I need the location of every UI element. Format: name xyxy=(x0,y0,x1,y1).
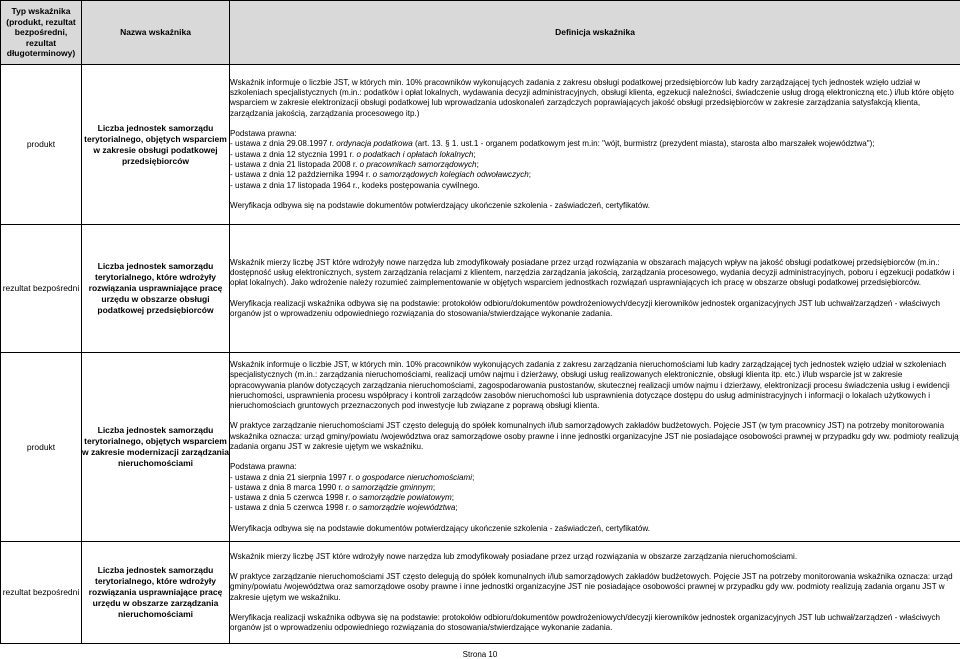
indicator-type: produkt xyxy=(1,353,82,542)
legal-basis-item: - ustawa z dnia 5 czerwca 1998 r. o samorządzie województwa; xyxy=(230,503,458,513)
indicator-definition xyxy=(230,353,960,542)
legal-basis-item: - ustawa z dnia 8 marca 1990 r. o samorządzie gminnym; xyxy=(230,482,436,492)
legal-basis-heading: Podstawa prawna: xyxy=(230,129,297,139)
definition-paragraph: W praktyce zarządzanie nieruchomościami JST często delegują do spółek komunalnych i/lub samorządowych zakładów budżetowych. Pojęcie JST (w tym pracownicy JST) na potrzeby monitorowania wskaźnika oznacza: urząd gminy/powiatu /województwa oraz samorządowe osoby prawne i inne jednostki organizacyjne JST nie posiadające osobowości prawnej w przypadku gdy ww. podmioty realizują zadania organu JST w zakresie ujętym we wskaźniku. xyxy=(230,421,959,451)
indicator-name: Liczba jednostek samorządu terytorialnego, które wdrożyły rozwiązania usprawniające pracę urzędu w obszarze zarządzania nieruchomościami xyxy=(82,542,230,644)
legal-basis-item: - ustawa z dnia 5 czerwca 1998 r. o samorządzie powiatowym; xyxy=(230,493,455,503)
indicator-name: Liczba jednostek samorządu terytorialnego, objętych wsparciem w zakresie modernizacji zarządzania nieruchomościami xyxy=(82,353,230,542)
legal-basis-item: - ustawa z dnia 21 listopada 2008 r. o pracownikach samorządowych; xyxy=(230,159,479,169)
table-row xyxy=(1,225,960,353)
table-header-row xyxy=(1,1,960,65)
legal-basis-item: - ustawa z dnia 17 listopada 1964 r., kodeks postępowania cywilnego. xyxy=(230,180,480,190)
header-definition: Definicja wskaźnika xyxy=(230,1,960,65)
table-row xyxy=(1,353,960,542)
legal-basis-item: - ustawa z dnia 21 sierpnia 1997 r. o gospodarce nieruchomościami; xyxy=(230,472,475,482)
header-type: Typ wskaźnika (produkt, rezultat bezpośredni, rezultat długoterminowy) xyxy=(1,1,82,65)
indicator-definition xyxy=(230,65,960,225)
definition-paragraph: Wskaźnik mierzy liczbę JST które wdrożyły nowe narzędza lub zmodyfikowały posiadane przez urząd rozwiązania w obszarze zarządzania nieruchomościami. xyxy=(230,551,798,561)
verification-text: Weryfikacja odbywa się na podstawie dokumentów potwierdzający ukończenie szkolenia - zaświadczeń, certyfikatów. xyxy=(230,200,651,210)
legal-basis-item: - ustawa z dnia 12 stycznia 1991 r. o podatkach i opłatach lokalnych; xyxy=(230,149,476,159)
verification-text: Weryfikacja odbywa się na podstawie dokumentów potwierdzający ukończenie szkolenia - zaświadczeń, certyfikatów. xyxy=(230,523,651,533)
indicator-type: produkt xyxy=(1,65,82,225)
definition-paragraph: Wskaźnik informuje o liczbie JST, w których min. 10% pracowników wykonujących zadania z zakresu obsługi podatkowej przedsiębiorców lub kadry zarządzającej tych jednostek wzięło udział w szkoleniach specjalistycznych (m.in.: podatków i opłat lokalnych, wydawania decyzji administracyjnych, obsługi klienta, egzekucji należności, świadczenie usług drogą elektroniczną etc.) i/lub które objęto wsparciem w zakresie elektronizacji obsługi podatkowej lub wprowadzania udoskonaleń zarządczych poprawiających jakość obsługi przedsiębiorców w zakresie zarządzania satysfakcją klienta, zarządzania jakością, zarządzania procesowego itp.) xyxy=(230,77,954,118)
verification-text: Weryfikacja realizacji wskaźnika odbywa się na podstawie: protokołów odbioru/dokumentów powdrożeniowych/decyzji kierowników jednostek organizacyjnych JST lub uchwał/zarządzeń - właściwych organów jst o wprowadzeniu odpowiedniego rozwiązania do stosowania/stwierdzające wykonanie zadania. xyxy=(230,298,941,318)
table-row xyxy=(1,65,960,225)
header-name: Nazwa wskaźnika xyxy=(82,1,230,65)
indicator-name: Liczba jednostek samorządu terytorialnego, które wdrożyły rozwiązania usprawniające pracę urzędu w obszarze obsługi podatkowej przedsiębiorców xyxy=(82,225,230,353)
definition-paragraph: Wskaźnik mierzy liczbę JST które wdrożyły nowe narzędza lub zmodyfikowały posiadane przez urząd rozwiązania w obszarach mających wpływ na jakość obsługi podatkowej przedsiębiorców (m.in.: dostępność usług elektronicznych, system zarządzania relacjami z klientem, narzędzia zarządzania jakością, zarządzania procesowego, wydania decyzji administracyjnych, poboru i egzekucji podatków i opłat lokalnych). Jako wdrożenie należy rozumieć zaimplementowanie w objętych wsparciem jednostkach rozwiązań usprawniających ich pracę w obszarze obsługi podatkowej przedsiębiorców. xyxy=(230,257,955,288)
definition-paragraph: W praktyce zarządzanie nieruchomościami JST często delegują do spółek komunalnych i/lub samorządowych zakładów budżetowych. Pojęcie JST na potrzeby monitorowania wskaźnika oznacza: urząd gminy/powiatu /województwa oraz samorządowe osoby prawne i inne jednostki organizacyjne JST nie posiadające osobowości prawnej w przypadku gdy ww. podmioty realizują zadania organu JST w zakresie ujętym we wskaźniku. xyxy=(230,571,953,602)
table-row xyxy=(1,542,960,644)
definition-paragraph: Wskaźnik informuje o liczbie JST, w których min. 10% pracowników wykonujących zadania z zakresu zarządzania nieruchomościami lub kadry zarządzającej tych jednostek wzięło udział w szkoleniach specjalistycznych (m.in.: zarządzania nieruchomościami, realizacji umów najmu i dzierżawy, obsługi usług realizowanych elektronicznie, obsługi klienta itp. etc.) i/lub wsparcie jst w zakresie opracowywania planów dotyczących zarządzania nieruchomościami, zagospodarowania pustostanów, skutecznej realizacji umów najmu i dzierżawy, elektronizacji procesu świadczenia usług i ewidencji nieruchomości, usprawnienia procesu współpracy i kontroli zarządców zasobów nieruchomości lub usprawnienia dotyczące dostępu do usług administracyjnych i informacji o lokalach użytkowych i nieruchomościach gruntowych przeznaczonych pod inwestycje lub związane z poprawą obsługi klienta. xyxy=(230,359,950,411)
page-number: Strona 10 xyxy=(462,650,498,659)
legal-basis-item: - ustawa z dnia 29.08.1997 r. ordynacja podatkowa (art. 13. § 1. ust.1 - organem podatkowym jest m.in: "wójt, burmistrz (prezydent miasta), starosta albo marszałek województwa"); xyxy=(230,139,875,149)
legal-basis-item: - ustawa z dnia 12 października 1994 r. o samorządowych kolegiach odwoławczych; xyxy=(230,170,531,180)
indicator-definition xyxy=(230,542,960,644)
indicator-definition xyxy=(230,225,960,353)
verification-text: Weryfikacja realizacji wskaźnika odbywa się na podstawie: protokołów odbioru/dokumentów powdrożeniowych/decyzji kierowników jednostek organizacyjnych JST lub uchwał/zarządzeń - właściwych organów jst o wprowadzeniu odpowiedniego rozwiązania do stosowania/stwierdzające wykonanie zadania. xyxy=(230,612,941,633)
indicator-name: Liczba jednostek samorządu terytorialnego, objętych wsparciem w zakresie obsługi podatkowej przedsiębiorców xyxy=(82,65,230,225)
indicator-type: rezultat bezpośredni xyxy=(1,542,82,644)
indicator-type: rezultat bezpośredni xyxy=(1,225,82,353)
legal-basis-heading: Podstawa prawna: xyxy=(230,462,297,472)
